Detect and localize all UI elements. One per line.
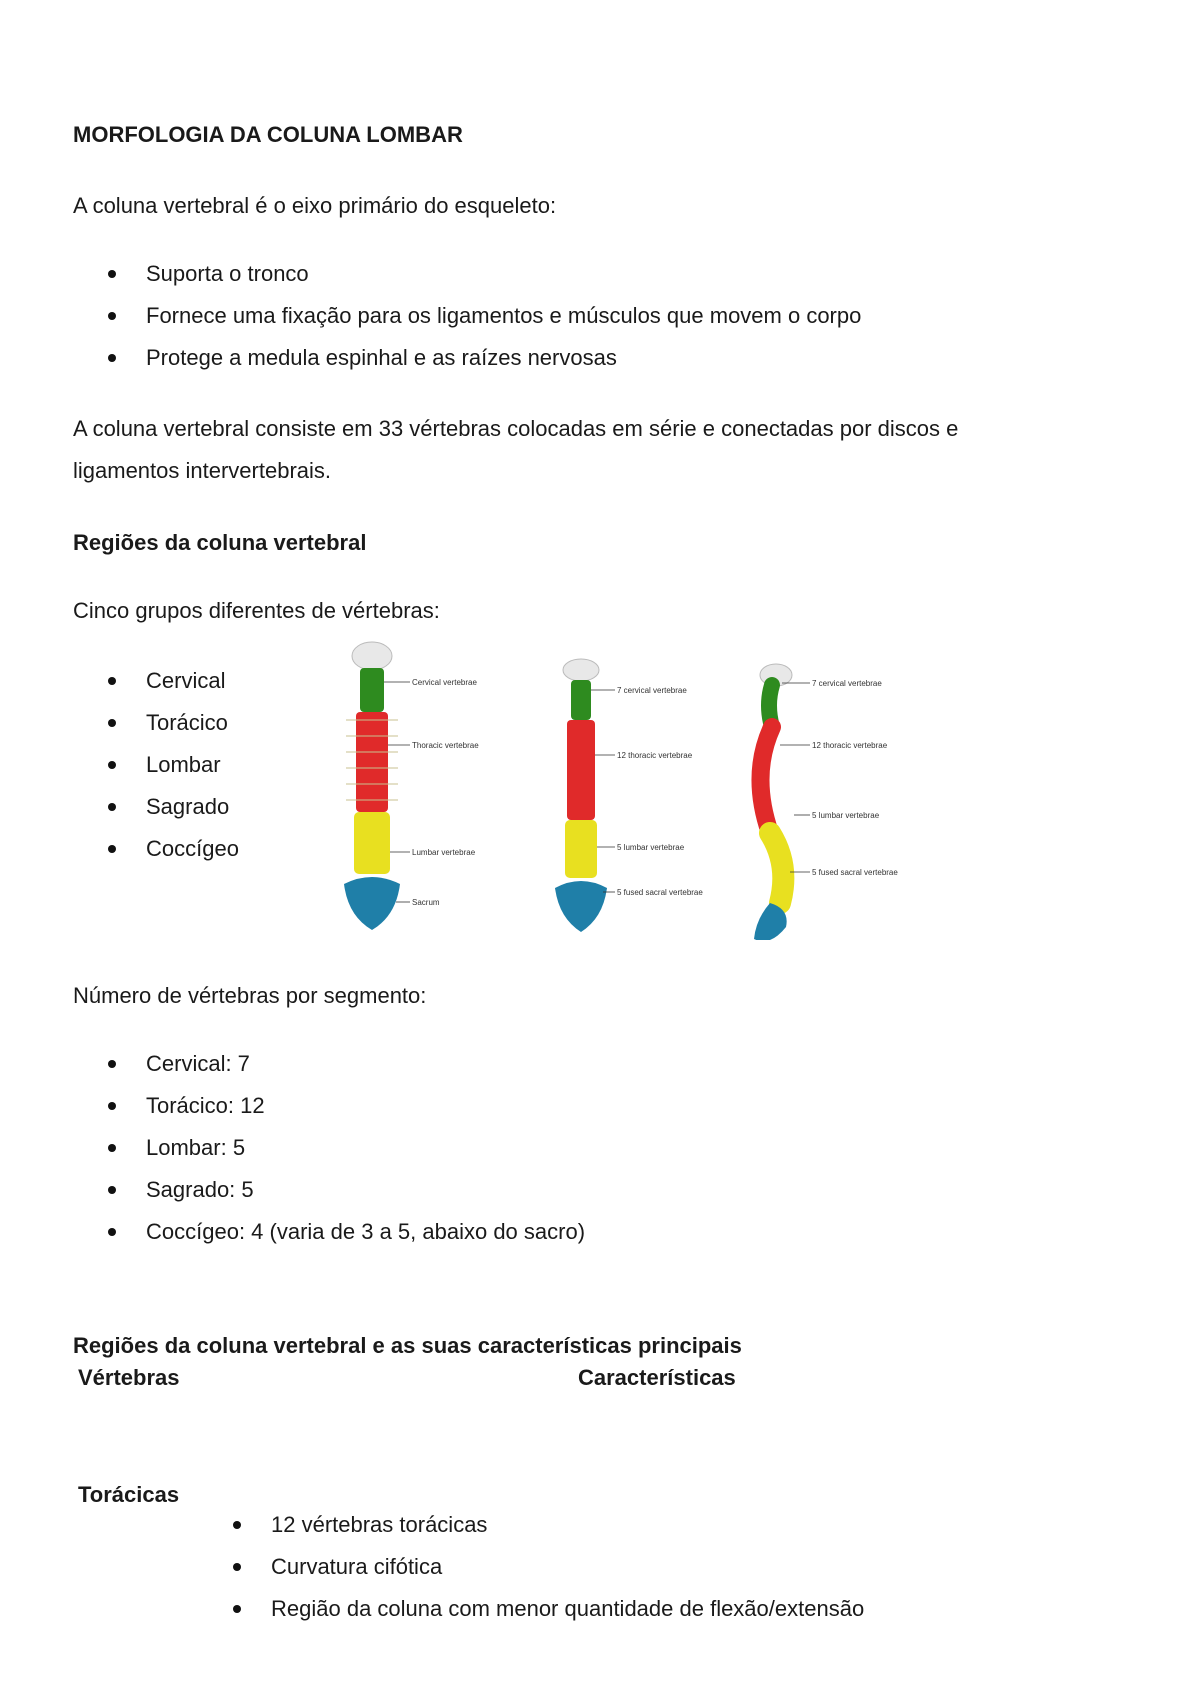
list-item: Suporta o tronco	[73, 253, 861, 295]
counts-list	[73, 1043, 585, 1253]
list-item: 12 vértebras torácicas	[198, 1504, 864, 1546]
bullet-icon	[108, 270, 116, 278]
list-item: Lombar: 5	[73, 1127, 585, 1169]
label-lumbar-right: 5 lumbar vertebrae	[812, 811, 880, 820]
table-heading: Regiões da coluna vertebral e as suas características principais	[73, 1333, 742, 1358]
list-item: Torácico: 12	[73, 1085, 585, 1127]
count-intro: Número de vértebras por segmento:	[73, 983, 427, 1008]
label-cervical-mid: 7 cervical vertebrae	[617, 686, 687, 695]
list-item: Cervical: 7	[73, 1043, 585, 1085]
bullet-icon	[233, 1563, 241, 1571]
table-header-caracteristicas: Características	[578, 1365, 736, 1390]
list-item: Protege a medula espinhal e as raízes nervosas	[73, 337, 861, 379]
table-row-items	[198, 1504, 864, 1630]
list-item: Torácico	[73, 702, 239, 744]
bullet-icon	[108, 312, 116, 320]
list-item: Fornece uma fixação para os ligamentos e músculos que movem o corpo	[73, 295, 861, 337]
bullet-icon	[108, 354, 116, 362]
groups-intro: Cinco grupos diferentes de vértebras:	[73, 598, 440, 623]
groups-list	[73, 660, 239, 870]
label-thoracic-mid: 12 thoracic vertebrae	[617, 751, 693, 760]
label-thoracic-right: 12 thoracic vertebrae	[812, 741, 888, 750]
table-header-vertebras: Vértebras	[78, 1365, 180, 1390]
label-lumbar-left: Lumbar vertebrae	[412, 848, 476, 857]
table-row-label: Torácicas	[78, 1482, 180, 1507]
label-cervical-left: Cervical vertebrae	[412, 678, 477, 687]
bullet-icon	[108, 1060, 116, 1068]
description-line-2: ligamentos intervertebrais.	[73, 458, 332, 483]
bullet-icon	[108, 761, 116, 769]
label-sacrum-left: Sacrum	[412, 898, 440, 907]
spine-figure	[330, 640, 930, 940]
bullet-icon	[108, 1186, 116, 1194]
bullet-icon	[108, 845, 116, 853]
bullet-icon	[233, 1521, 241, 1529]
bullet-icon	[108, 1102, 116, 1110]
list-item: Sagrado: 5	[73, 1169, 585, 1211]
list-item: Região da coluna com menor quantidade de flexão/extensão	[198, 1588, 864, 1630]
spine-lateral-view	[754, 664, 898, 940]
list-item: Cervical	[73, 660, 239, 702]
spine-anterior-view	[344, 642, 479, 930]
list-item: Curvatura cifótica	[198, 1546, 864, 1588]
label-cervical-right: 7 cervical vertebrae	[812, 679, 882, 688]
bullet-icon	[108, 1144, 116, 1152]
label-thoracic-left: Thoracic vertebrae	[412, 741, 479, 750]
label-sacrum-right: 5 fused sacral vertebrae	[812, 868, 898, 877]
bullet-icon	[108, 719, 116, 727]
list-item: Coccígeo	[73, 828, 239, 870]
bullet-icon	[233, 1605, 241, 1613]
list-item: Coccígeo: 4 (varia de 3 a 5, abaixo do sacro)	[73, 1211, 585, 1253]
bullet-icon	[108, 803, 116, 811]
bullet-icon	[108, 677, 116, 685]
list-item: Sagrado	[73, 786, 239, 828]
page-title: MORFOLOGIA DA COLUNA LOMBAR	[73, 122, 463, 147]
list-item: Lombar	[73, 744, 239, 786]
bullet-icon	[108, 1228, 116, 1236]
description-line-1: A coluna vertebral consiste em 33 vértebras colocadas em série e conectadas por discos e	[73, 416, 959, 441]
label-sacrum-mid: 5 fused sacral vertebrae	[617, 888, 703, 897]
regions-heading: Regiões da coluna vertebral	[73, 530, 367, 555]
label-lumbar-mid: 5 lumbar vertebrae	[617, 843, 685, 852]
functions-list	[73, 253, 861, 379]
intro-text: A coluna vertebral é o eixo primário do esqueleto:	[73, 193, 557, 218]
spine-posterior-view	[555, 659, 703, 932]
